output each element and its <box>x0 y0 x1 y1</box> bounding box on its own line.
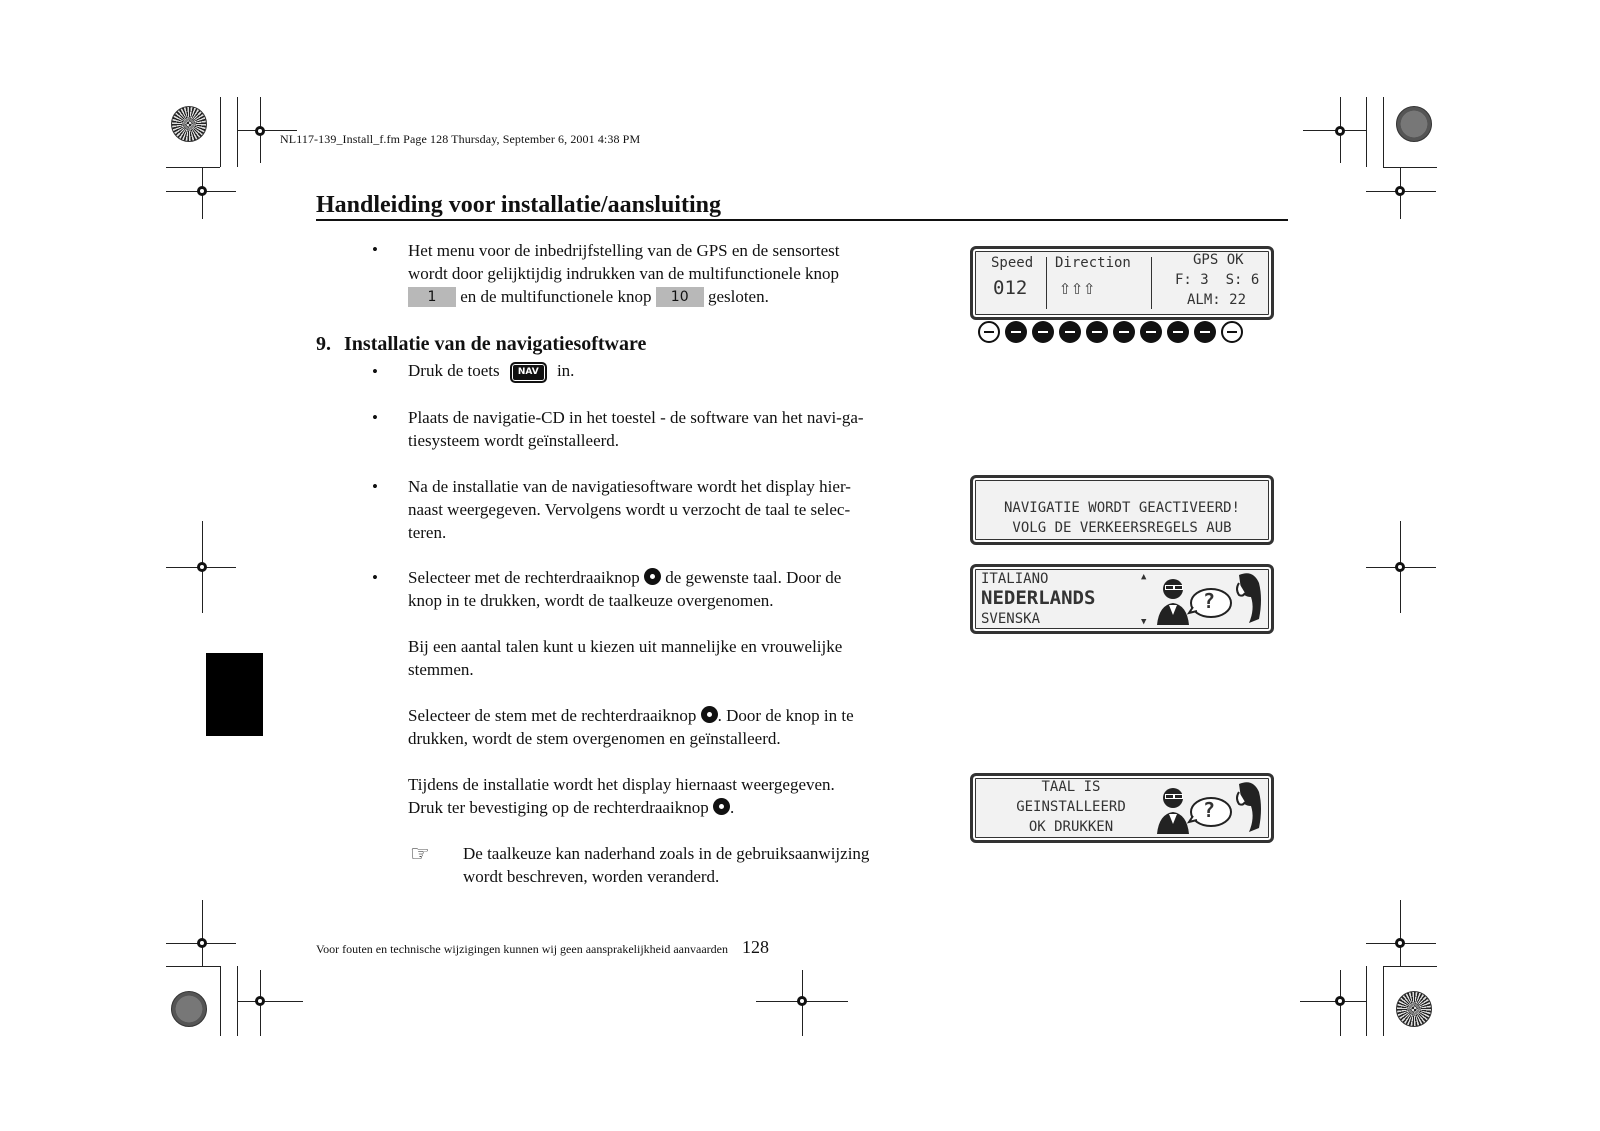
note-paragraph <box>463 842 933 888</box>
crosshair-mark <box>197 186 207 196</box>
bullet: • <box>372 362 378 381</box>
step-insert-cd <box>408 406 928 452</box>
chapter-tab <box>206 653 263 736</box>
text-fragment: Selecteer de stem met de rechterdraaiknop <box>408 706 697 725</box>
select-voice-paragraph <box>408 704 928 750</box>
language-installed-display <box>970 773 1274 843</box>
text-line: stemmen. <box>408 660 474 679</box>
text-line: wordt door gelijktijdig indrukken van de multifunctionele knop <box>408 264 840 283</box>
multifunction-button-icon <box>1194 321 1216 343</box>
section-number: 9. <box>316 333 331 355</box>
crosshair-mark <box>197 938 207 948</box>
text-line: tiesysteem wordt geïnstalleerd. <box>408 431 620 450</box>
speed-value: 012 <box>993 277 1028 299</box>
multifunction-button-icon <box>1005 321 1027 343</box>
text-fragment: Druk de toets <box>408 361 500 380</box>
bullet: • <box>372 240 378 259</box>
pointing-hand-icon: ☞ <box>410 842 430 867</box>
language-option: SVENSKA <box>981 611 1041 627</box>
section-heading <box>316 333 646 356</box>
text-line: Bij een aantal talen kunt u kiezen uit mannelijke en vrouwelijke <box>408 637 843 656</box>
crosshair-mark <box>1395 938 1405 948</box>
display-line: TAAL IS <box>1041 779 1101 795</box>
crosshair-mark <box>797 996 807 1006</box>
bullet: • <box>372 477 378 496</box>
fix-satellites: F: 3 S: 6 <box>1175 272 1260 288</box>
bullet: • <box>372 408 378 427</box>
multifunction-button-icon <box>1059 321 1081 343</box>
step-press-nav <box>408 359 574 383</box>
footer-disclaimer: Voor fouten en technische wijzigingen kunnen wij geen aansprakelijkheid aanvaarden <box>316 942 728 956</box>
language-option: ITALIANO <box>981 571 1049 587</box>
scroll-down-icon: ▼ <box>1141 617 1147 627</box>
page-number: 128 <box>741 937 769 957</box>
display-line: GEINSTALLEERD <box>1016 799 1126 815</box>
voices-paragraph <box>408 635 928 681</box>
multifunction-button-icon <box>1113 321 1135 343</box>
crosshair-mark <box>197 562 207 572</box>
almanac-count: ALM: 22 <box>1187 292 1247 308</box>
multifunction-button-icon <box>1032 321 1054 343</box>
text-line: wordt beschreven, worden veranderd. <box>463 867 720 886</box>
scroll-up-icon: ▲ <box>1141 572 1147 582</box>
minus-button-icon <box>978 321 1000 343</box>
text-line: Na de installatie van de navigatiesoftware wordt het display hier- <box>408 477 851 496</box>
text-fragment: Selecteer met de rechterdraaiknop <box>408 568 640 587</box>
rotary-knob-icon <box>701 706 718 723</box>
crosshair-mark <box>255 126 265 136</box>
direction-arrows: ⇧⇧⇧ <box>1059 275 1096 299</box>
text-line: Plaats de navigatie-CD in het toestel - de software van het navi-ga- <box>408 408 864 427</box>
direction-label: Direction <box>1055 255 1131 271</box>
language-selection-display <box>970 564 1274 634</box>
language-option-selected: NEDERLANDS <box>981 587 1096 609</box>
text-line: Het menu voor de inbedrijfstelling van de GPS en de sensortest <box>408 241 840 260</box>
section-title: Installatie van de navigatiesoftware <box>344 333 647 355</box>
multifunction-button-icon <box>1140 321 1162 343</box>
text-fragment: . Door de knop in te <box>717 706 854 725</box>
speed-label: Speed <box>991 255 1034 271</box>
multifunction-key-10: 10 <box>656 287 704 307</box>
navigation-activated-display <box>970 475 1274 545</box>
color-rosette-top-left <box>171 106 207 142</box>
color-rosette-bottom-left <box>171 991 207 1027</box>
footer <box>316 937 769 958</box>
crosshair-mark <box>1395 562 1405 572</box>
listener-woman-icon <box>1229 778 1267 836</box>
step-after-install <box>408 475 928 544</box>
color-rosette-top-right <box>1396 106 1432 142</box>
text-line: knop in te drukken, wordt de taalkeuze overgenomen. <box>408 591 774 610</box>
bubble-question: ? <box>1203 589 1216 613</box>
multifunction-button-icon <box>1167 321 1189 343</box>
confirm-paragraph <box>408 773 928 819</box>
gps-test-display <box>970 246 1274 320</box>
multifunction-buttons <box>978 321 1243 343</box>
text-line: drukken, wordt de stem overgenomen en geïnstalleerd. <box>408 729 781 748</box>
bullet: • <box>372 568 378 587</box>
text-fragment: en de multifunctionele knop <box>460 287 652 306</box>
crosshair-mark <box>1335 996 1345 1006</box>
title-rule <box>316 219 1288 221</box>
text-line: Tijdens de installatie wordt het display hiernaast weergegeven. <box>408 775 835 794</box>
text-line <box>408 796 928 819</box>
step-select-language <box>408 566 928 612</box>
crosshair-mark <box>1395 186 1405 196</box>
text-line <box>408 285 928 308</box>
text-line <box>408 704 928 727</box>
rotary-knob-icon <box>713 798 730 815</box>
text-fragment: Druk ter bevestiging op de rechterdraaiknop <box>408 798 709 817</box>
crosshair-mark <box>1335 126 1345 136</box>
crosshair-mark <box>255 996 265 1006</box>
text-fragment: . <box>729 798 735 817</box>
nav-key-icon: NAV <box>510 362 547 383</box>
frame-info: NL117-139_Install_f.fm Page 128 Thursday, September 6, 2001 4:38 PM <box>280 132 641 146</box>
multifunction-button-icon <box>1086 321 1108 343</box>
text-fragment: gesloten. <box>707 287 769 306</box>
color-rosette-bottom-right <box>1396 991 1432 1027</box>
display-line: OK DRUKKEN <box>1028 819 1114 835</box>
rotary-knob-icon <box>644 568 661 585</box>
display-line: NAVIGATIE WORDT GEACTIVEERD! <box>1003 500 1240 516</box>
listener-woman-icon <box>1229 569 1267 627</box>
intro-paragraph <box>408 239 928 308</box>
text-fragment: de gewenste taal. Door de <box>665 568 842 587</box>
text-line <box>408 566 928 589</box>
display-line: VOLG DE VERKEERSREGELS AUB <box>1012 520 1232 536</box>
text-fragment: in. <box>556 361 575 380</box>
multifunction-key-1: 1 <box>408 287 456 307</box>
text-line: De taalkeuze kan naderhand zoals in de gebruiksaanwijzing <box>463 844 870 863</box>
page-title: Handleiding voor installatie/aansluiting <box>316 192 721 218</box>
minus-button-icon <box>1221 321 1243 343</box>
text-line: naast weergegeven. Vervolgens wordt u verzocht de taal te selec- <box>408 500 851 519</box>
gps-status: GPS OK <box>1193 252 1244 268</box>
bubble-question: ? <box>1203 798 1216 822</box>
text-line: teren. <box>408 523 447 542</box>
